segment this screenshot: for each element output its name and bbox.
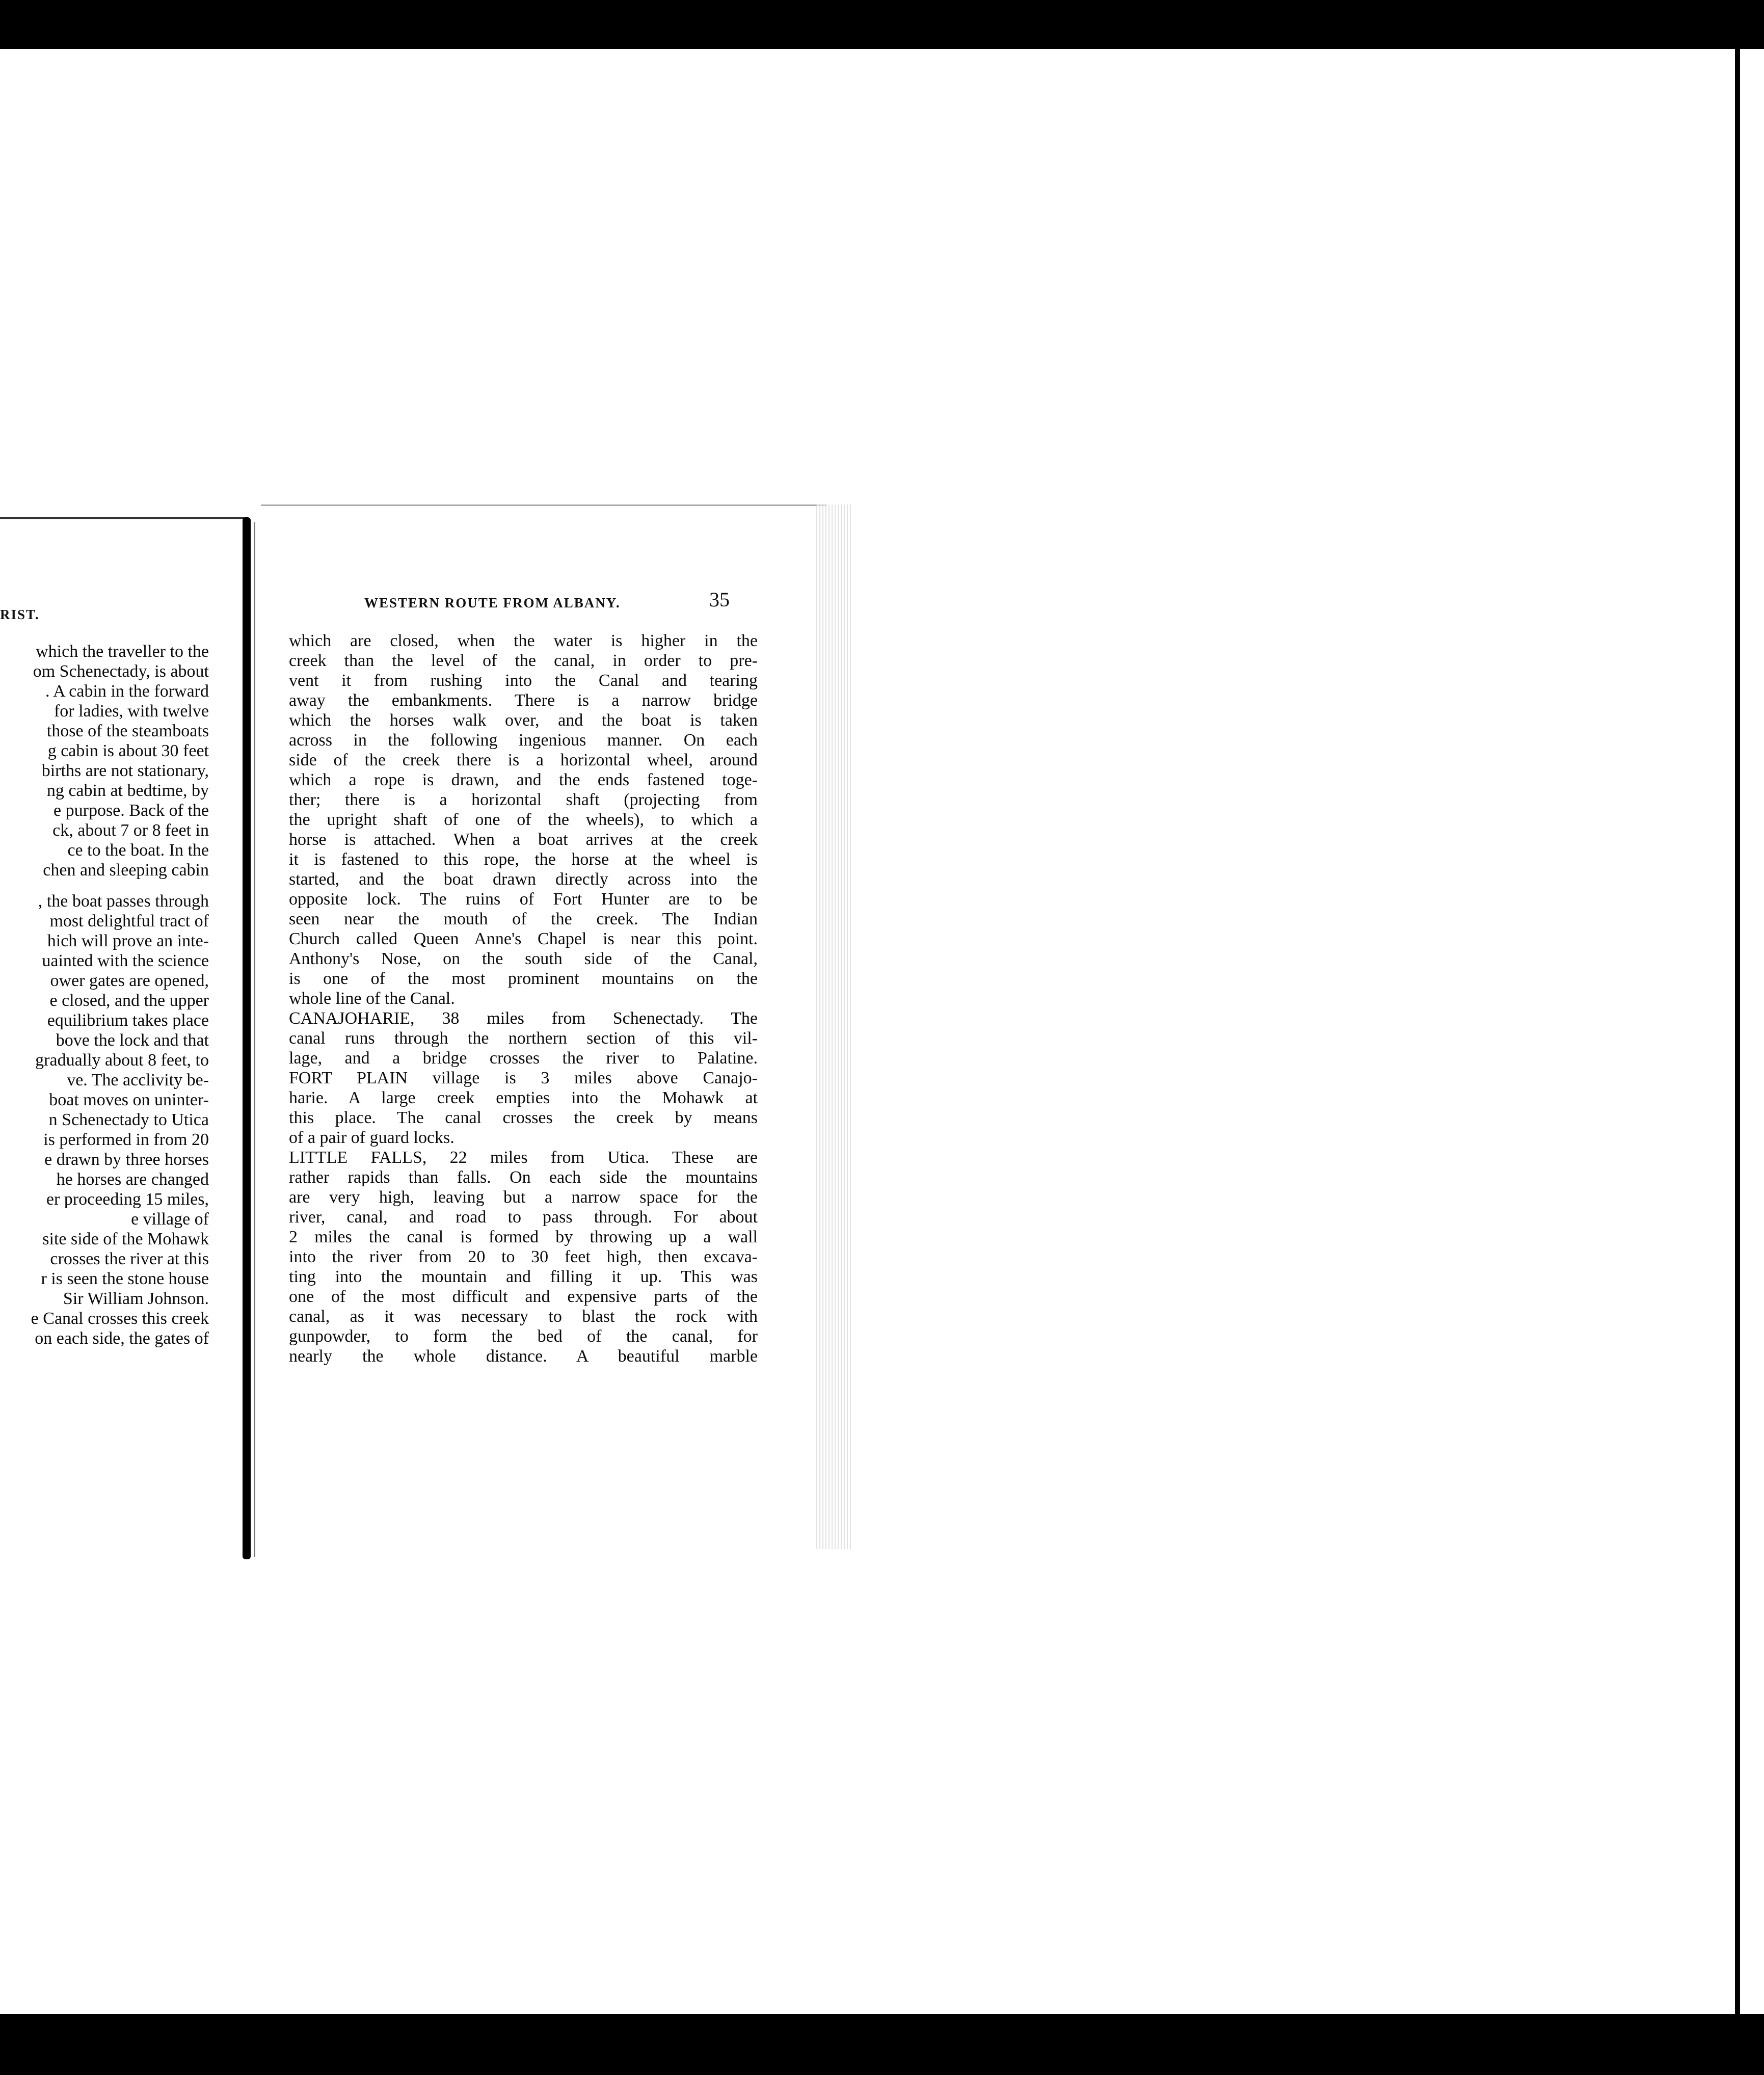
text-line: FORT PLAIN village is 3 miles above Canajo- [289,1069,758,1087]
text-line: vent it from rushing into the Canal and tearing [289,671,758,690]
text-line: e drawn by three horses [44,1150,209,1169]
left-page [0,517,245,1569]
text-line: which are closed, when the water is higher in the [289,631,758,650]
text-line: , the boat passes through [38,892,209,911]
right-running-head: WESTERN ROUTE FROM ALBANY. [364,595,621,610]
text-line: Anthony's Nose, on the south side of the Canal, [289,949,758,968]
text-line: seen near the mouth of the creek. The Indian [289,910,758,928]
text-line: gradually about 8 feet, to [35,1051,209,1070]
text-line: opposite lock. The ruins of Fort Hunter are to be [289,890,758,909]
left-running-head: RIST. [0,607,40,622]
text-line: e purpose. Back of the [54,801,209,820]
text-line: which the horses walk over, and the boat is taken [289,711,758,730]
text-line: ck, about 7 or 8 feet in [52,821,209,840]
text-line: ting into the mountain and filling it up. This was [289,1267,758,1286]
text-line: er proceeding 15 miles, [46,1190,209,1209]
text-line: Sir William Johnson. [63,1289,209,1308]
text-line: site side of the Mohawk [42,1230,209,1248]
text-line: equilibrium takes place [47,1011,209,1030]
text-line: n Schenectady to Utica [48,1110,209,1129]
text-line: e Canal crosses this creek [31,1309,209,1328]
text-line: 2 miles the canal is formed by throwing up a wall [289,1228,758,1246]
text-line: uainted with the science [42,951,209,970]
left-page-text [0,642,209,1348]
book-spine [243,517,251,1559]
text-line: canal runs through the northern section of this vil- [289,1029,758,1048]
text-line: those of the steamboats [46,722,209,740]
text-line: om Schenectady, is about [33,662,209,681]
text-line: across in the following ingenious manner. On each [289,731,758,750]
text-line: for ladies, with twelve [54,702,209,721]
text-line: away the embankments. There is a narrow bridge [289,691,758,710]
text-line: ng cabin at bedtime, by [46,781,209,800]
scan-border-top [0,0,1764,49]
right-page-text [289,631,758,1366]
text-line: gunpowder, to form the bed of the canal, for [289,1327,758,1346]
text-line: r is seen the stone house [41,1269,209,1288]
text-line: it is fastened to this rope, the horse at the wheel is [289,850,758,869]
gutter-shadow [254,522,255,1557]
text-line: canal, as it was necessary to blast the rock with [289,1307,758,1326]
text-line: Church called Queen Anne's Chapel is near this point. [289,929,758,948]
text-line: which the traveller to the [36,642,209,661]
text-line: is one of the most prominent mountains on the [289,969,758,988]
text-line: ther; there is a horizontal shaft (projecting from [289,790,758,809]
text-line: one of the most difficult and expensive parts of the [289,1287,758,1306]
text-line: nearly the whole distance. A beautiful marble [289,1347,758,1366]
text-line: CANAJOHARIE, 38 miles from Schenectady. The [289,1009,758,1028]
text-line: crosses the river at this [50,1249,209,1268]
text-line: lage, and a bridge crosses the river to Palatine. [289,1049,758,1068]
text-line: rather rapids than falls. On each side the mountains [289,1168,758,1187]
page-edge [816,504,852,1549]
page-number: 35 [709,588,730,611]
text-line: LITTLE FALLS, 22 miles from Utica. These are [289,1148,758,1167]
text-line: chen and sleeping cabin [43,861,209,880]
scan-border-right [1735,41,1740,2018]
text-line: the upright shaft of one of the wheels), to which a [289,810,758,829]
text-line: is performed in from 20 [43,1130,209,1149]
text-line: river, canal, and road to pass through. For about [289,1208,758,1227]
text-line: he horses are changed [56,1170,209,1189]
text-line: e village of [131,1210,209,1229]
text-line: ce to the boat. In the [67,841,209,860]
text-line: most delightful tract of [49,912,209,930]
text-line: side of the creek there is a horizontal wheel, around [289,751,758,769]
text-line: ve. The acclivity be- [67,1071,209,1089]
text-line: births are not stationary, [41,761,209,780]
text-line: . A cabin in the forward [45,682,209,701]
text-line: started, and the boat drawn directly across into the [289,870,758,889]
paragraph-gap [0,880,209,891]
text-line: this place. The canal crosses the creek by means [289,1108,758,1127]
text-line: into the river from 20 to 30 feet high, then excava- [289,1247,758,1266]
text-line: ower gates are opened, [50,971,209,990]
text-line: boat moves on uninter- [49,1090,209,1109]
text-line: on each side, the gates of [35,1329,209,1348]
text-line: are very high, leaving but a narrow space for the [289,1188,758,1207]
text-line: which a rope is drawn, and the ends fastened toge- [289,770,758,789]
text-line: of a pair of guard locks. [289,1128,455,1147]
scan-border-bottom [0,2014,1764,2075]
text-line: creek than the level of the canal, in order to pre- [289,651,758,670]
right-page [261,504,826,1546]
text-line: hich will prove an inte- [47,932,209,950]
text-line: horse is attached. When a boat arrives at the creek [289,830,758,849]
text-line: e closed, and the upper [49,991,209,1010]
text-line: g cabin is about 30 feet [47,741,209,760]
text-line: bove the lock and that [56,1031,209,1050]
text-line: harie. A large creek empties into the Mohawk at [289,1088,758,1107]
text-line: whole line of the Canal. [289,989,455,1008]
